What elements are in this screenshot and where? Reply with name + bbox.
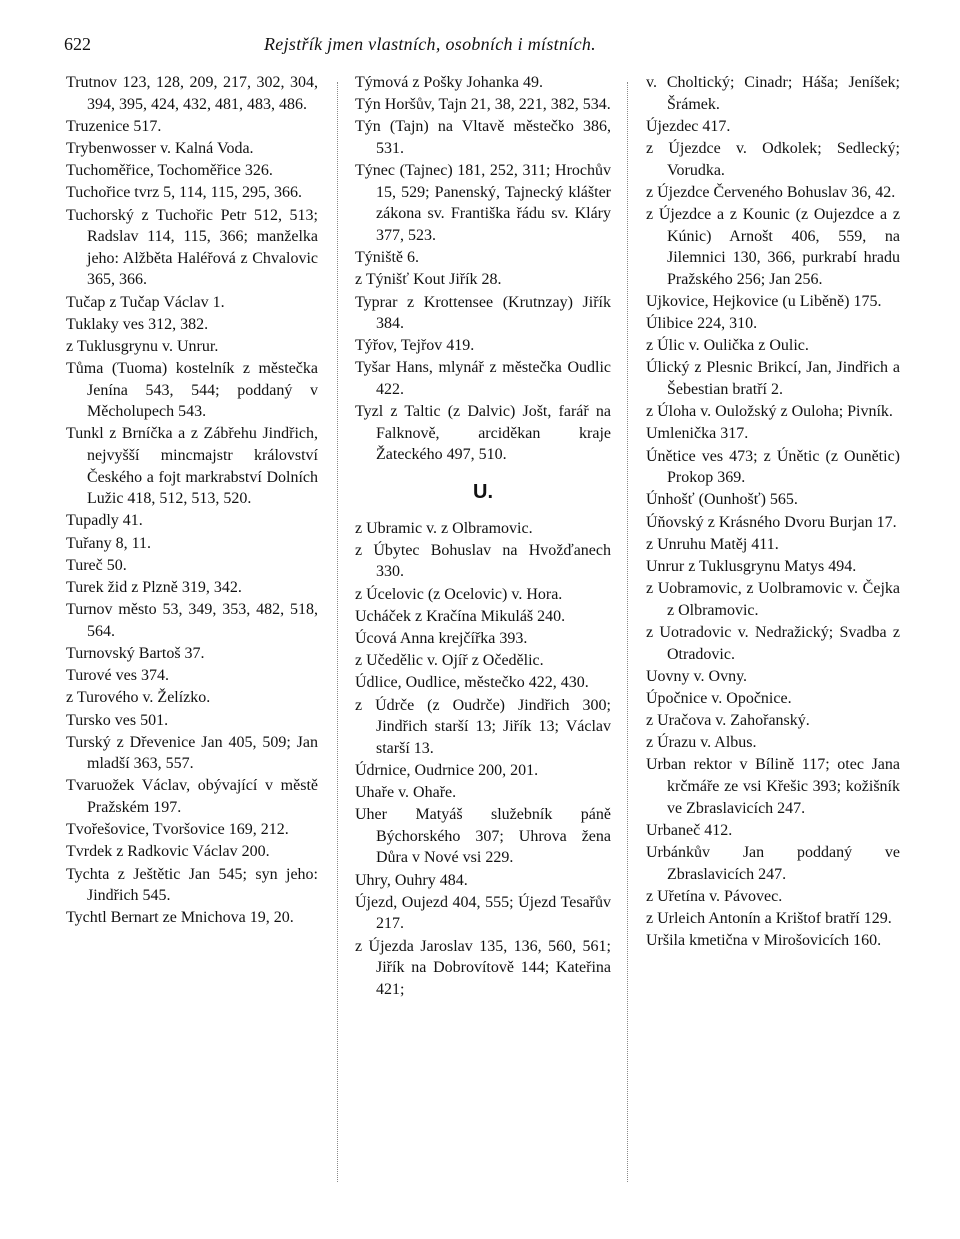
index-entry: z Tuklusgrynu v. Unrur.: [66, 337, 219, 355]
index-entry: Tvaruožek Václav, obývající v městě Pražském 197.: [66, 777, 318, 817]
index-entry: Týnec (Tajnec) 181, 252, 311; Hrochův 15, 529; Panenský, Tajnecký klášter zákona sv. Františka řádu sv. Kláry 377, 523.: [355, 162, 611, 244]
index-entry: Únětice ves 473; z Únětic (z Ounětic) Prokop 369.: [646, 447, 900, 487]
index-entry: z Unruhu Matěj 411.: [646, 535, 779, 553]
index-entry: Tupadly 41.: [66, 512, 143, 530]
index-entry: Tunkl z Brníčka a z Zábřehu Jindřich, nejvyšší mincmajstr království Českého a fojt markrabství Dolních Lužic 418, 512, 513, 520.: [66, 425, 318, 508]
index-entry: Únhošť (Ounhošť) 565.: [646, 491, 798, 509]
index-entry: Turové ves 374.: [66, 667, 169, 685]
index-entry: Týmová z Pošky Johanka 49.: [355, 74, 543, 91]
index-entry: Uršila kmetična v Mirošovicích 160.: [646, 932, 882, 950]
index-entry: z Újezdce v. Odkolek; Sedlecký; Vorudka.: [646, 139, 900, 179]
index-entry: Týn Horšův, Tajn 21, 38, 221, 382, 534.: [355, 96, 611, 114]
index-entry: Týniště 6.: [355, 249, 419, 267]
column-divider: [337, 82, 338, 1182]
index-entry: z Újezdce a z Kounic (z Oujezdce a z Kúnic) Arnošt 406, 559, na Jilemnici 130, 366, purkrabí hradu Pražského 256; Jan 256.: [646, 205, 900, 288]
index-entry: z Úrazu v. Albus.: [646, 734, 757, 752]
index-entry: Urbánkův Jan poddaný ve Zbraslavicích 247.: [646, 844, 900, 883]
index-entry: Tučap z Tučap Václav 1.: [66, 293, 225, 311]
index-entry: Úlický z Plesnic Brikcí, Jan, Jindřich a Šebestian bratří 2.: [646, 359, 900, 399]
index-entry: Tuchořice tvrz 5, 114, 115, 295, 366.: [66, 184, 302, 202]
index-entry: Turnov město 53, 349, 353, 482, 518, 564.: [66, 601, 318, 640]
index-entry: z Újezda Jaroslav 135, 136, 560, 561; Jiřík na Dobrovítově 144; Kateřina 421;: [355, 937, 611, 998]
index-entry: Tůma (Tuoma) kostelník z městečka Jenína 543, 544; poddaný v Měcholupech 543.: [66, 360, 318, 421]
index-entry: Urbaneč 412.: [646, 821, 733, 839]
index-entry: z Urleich Antonín a Krištof bratří 129.: [646, 910, 892, 927]
index-entry: Tychtl Bernart ze Mnichova 19, 20.: [66, 909, 294, 927]
index-entry: z Úlic v. Oulička z Oulic.: [646, 337, 809, 355]
index-entry: Trybenwosser v. Kalná Voda.: [66, 139, 254, 157]
index-entry: Údrnice, Oudrnice 200, 201.: [355, 761, 539, 779]
index-entry: Uher Matyáš služebník páně Býchorského 307; Uhrova žena Důra v Nové vsi 229.: [355, 806, 611, 867]
index-entry: Unrur z Tuklusgrynu Matys 494.: [646, 557, 857, 575]
index-entry: Uovny v. Ovny.: [646, 667, 748, 685]
index-entry: Uhry, Ouhry 484.: [355, 871, 468, 889]
index-entry: Úpočnice v. Opočnice.: [646, 689, 792, 707]
index-entry: Truzenice 517.: [66, 117, 162, 135]
index-entry: Typrar z Krottensee (Krutnzay) Jiřík 384.: [355, 293, 611, 333]
index-entry: Tuchorský z Tuchořic Petr 512, 513; Radslav 114, 115, 366; manželka jeho: Alžběta Haléřová z Chvalovic 365, 366.: [66, 206, 318, 289]
index-entry: Tureč 50.: [66, 556, 127, 574]
index-entry: Turnovský Bartoš 37.: [66, 644, 205, 662]
page-number: 622: [64, 34, 91, 54]
index-entry: Tvořešovice, Tvoršovice 169, 212.: [66, 821, 289, 839]
index-entry: z Týnišť Kout Jiřík 28.: [355, 271, 502, 289]
index-entry: z Turového v. Želízko.: [66, 689, 211, 707]
index-entry: Tuřany 8, 11.: [66, 534, 152, 552]
index-entry: z Újezdce Červeného Bohuslav 36, 42.: [646, 183, 896, 201]
index-entry: Úcová Anna krejčířka 393.: [355, 629, 528, 647]
index-entries-u: [355, 518, 611, 1001]
index-entry: Tyzl z Taltic (z Dalvic) Jošt, farář na Falknově, arciděkan kraje Žateckého 497, 510.: [355, 403, 611, 464]
index-entry: z Uračova v. Zahořanský.: [646, 712, 810, 730]
index-entry: z Uobramovic, z Uolbramovic v. Čejka z Olbramovic.: [646, 580, 900, 619]
index-entry: Ucháček z Kračína Mikuláš 240.: [355, 607, 566, 625]
section-letter-heading: U.: [473, 481, 493, 504]
index-entry: Uhaře v. Ohaře.: [355, 784, 457, 802]
index-entry: z Uotradovic v. Nedražický; Svadba z Otradovic.: [646, 623, 900, 663]
index-entry: Turský z Dřevenice Jan 405, 509; Jan mladší 363, 557.: [66, 733, 318, 773]
index-entry: Újezdec 417.: [646, 117, 731, 135]
index-entry: Úňovský z Krásného Dvoru Burjan 17.: [646, 513, 897, 531]
index-entry: Urban rektor v Bílině 117; otec Jana krčmáře ze vsi Křešic 393; kožišník ve Zbraslavicích 247.: [646, 756, 900, 817]
index-entry: z Ubramic v. z Olbramovic.: [355, 519, 533, 537]
index-entry: z Úcelovic (z Ocelovic) v. Hora.: [355, 585, 563, 603]
index-entry: Tursko ves 501.: [66, 711, 169, 729]
running-title: Rejstřík jmen vlastních, osobních i místních.: [264, 34, 596, 54]
index-entry: Týřov, Tejřov 419.: [355, 337, 475, 355]
index-column-3: [646, 72, 900, 952]
index-entry: Tychta z Ještětic Jan 545; syn jeho: Jindřich 545.: [66, 865, 318, 905]
index-entry: Ujkovice, Hejkovice (u Liběně) 175.: [646, 292, 882, 310]
index-entry: Tvrdek z Radkovic Václav 200.: [66, 843, 270, 861]
column-divider: [627, 82, 628, 1182]
index-entry: Umlenička 317.: [646, 425, 749, 443]
index-column-1: [66, 72, 318, 930]
index-entry: z Úloha v. Ouložský z Ouloha; Pivník.: [646, 403, 893, 421]
index-entry: z Úbytec Bohuslav na Hvožďanech 330.: [355, 541, 611, 581]
index-entry: Újezd, Oujezd 404, 555; Újezd Tesařův 217.: [355, 893, 611, 933]
index-column-2: [355, 72, 611, 1001]
index-entry: z Údrče (z Oudrče) Jindřich 300; Jindřich starší 13; Jiřík 13; Václav starší 13.: [355, 696, 611, 757]
index-entry: z Uřetína v. Pávovec.: [646, 887, 783, 905]
index-entry: Údlice, Oudlice, městečko 422, 430.: [355, 674, 589, 692]
index-entry: Turek žid z Plzně 319, 342.: [66, 578, 242, 596]
index-entry: Týn (Tajn) na Vltavě městečko 386, 531.: [355, 118, 611, 157]
index-entry: Tuchoměřice, Tochoměřice 326.: [66, 162, 273, 180]
index-entry: Úlibice 224, 310.: [646, 315, 758, 333]
index-entry: Tyšar Hans, mlynář z městečka Oudlic 422.: [355, 359, 611, 399]
index-entry: v. Choltický; Cinadr; Háša; Jeníšek; Šrámek.: [646, 74, 900, 113]
index-entry: z Učedělic v. Ojíř z Očedělic.: [355, 652, 544, 670]
index-entry: Trutnov 123, 128, 209, 217, 302, 304, 394, 395, 424, 432, 481, 483, 486.: [66, 74, 318, 113]
index-entries-t: [355, 72, 611, 466]
index-entry: Tuklaky ves 312, 382.: [66, 315, 209, 333]
